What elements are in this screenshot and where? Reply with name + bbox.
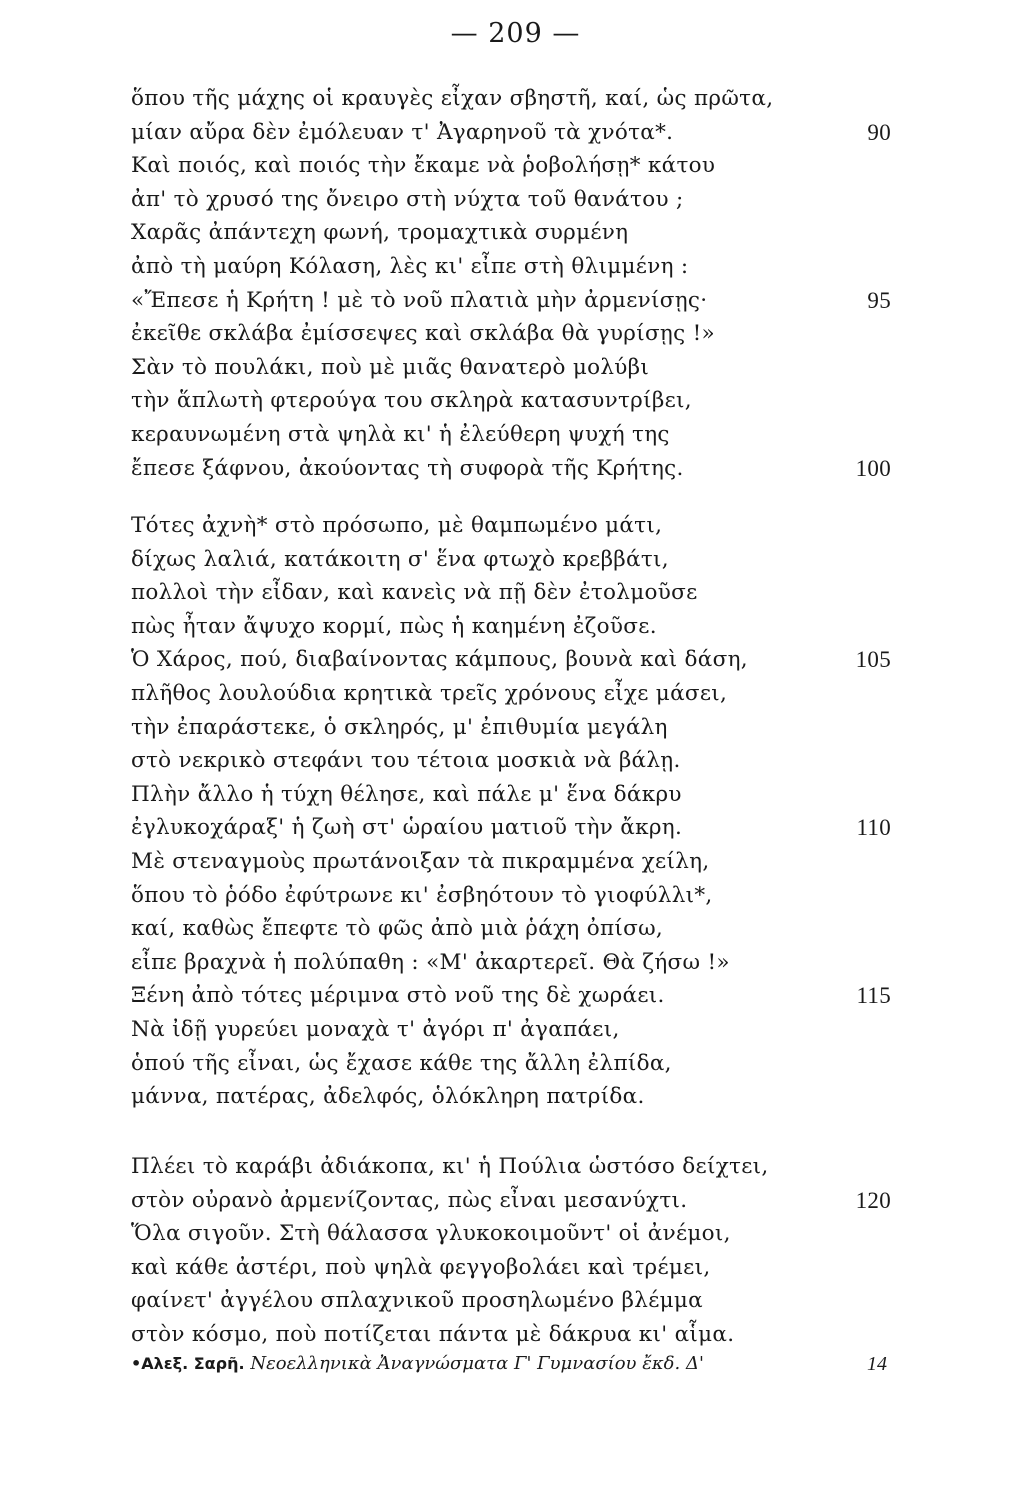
verse-line [131,778,891,812]
verse-line [131,610,891,644]
verse-line-text: Καὶ ποιός, καὶ ποιός τὴν ἔκαμε νὰ ῥοβολήσῃ* κάτου [131,153,716,179]
verse-line [131,250,891,284]
verse-line [131,284,891,318]
verse-line-number: 100 [855,455,891,481]
stanza-1 [131,82,891,485]
verse-line [131,879,891,913]
verse-line [131,384,891,418]
stanza-3 [131,1150,891,1352]
verse-line [131,82,891,116]
verse-line [131,149,891,183]
verse-line-text: Ξένη ἀπὸ τότες μέριμνα στὸ νοῦ της δὲ χωράει. [131,983,665,1009]
verse-line [131,216,891,250]
verse-line-text: ὅπου τὸ ῥόδο ἐφύτρωνε κι' ἐσβηότουν τὸ γιοφύλλι*, [131,882,713,908]
verse-line [131,1284,891,1318]
verse-line [131,711,891,745]
verse-line [131,845,891,879]
verse-line-text: καὶ κάθε ἀστέρι, ποὺ ψηλὰ φεγγοβολάει καὶ τρέμει, [131,1254,711,1280]
verse-line [131,744,891,778]
verse-line [131,418,891,452]
verse-line-text: φαίνετ' ἀγγέλου σπλαχνικοῦ προσηλωμένο βλέμμα [131,1288,703,1314]
verse-line-text: πλῆθος λουλούδια κρητικὰ τρεῖς χρόνους εἶχε μάσει, [131,680,728,706]
verse-line-text: ἐγλυκοχάραξ' ἡ ζωὴ στ' ὡραίου ματιοῦ τὴν ἄκρη. [131,815,683,841]
verse-line-text: Μὲ στεναγμοὺς πρωτάνοιξαν τὰ πικραμμένα χείλη, [131,848,710,874]
verse-line [131,543,891,577]
verse-line [131,1318,891,1352]
verse-line-text: Πλὴν ἄλλο ἡ τύχη θέλησε, καὶ πάλε μ' ἕνα δάκρυ [131,781,682,807]
page-number: — 209 — [450,18,581,49]
verse-line-text: στὸν οὐρανὸ ἀρμενίζοντας, πὼς εἶναι μεσανύχτι. [131,1187,688,1213]
footer-signature-number: 14 [867,1353,887,1375]
verse-line-text: «Ἔπεσε ἡ Κρήτη ! μὲ τὸ νοῦ πλατιὰ μὴν ἀρμενίσῃς· [131,287,708,313]
verse-line [131,1080,891,1114]
verse-line [131,116,891,150]
verse-line-text: εἶπε βραχνὰ ἡ πολύπαθη : «Μ' ἀκαρτερεῖ. Θὰ ζήσω !» [131,949,730,975]
footer-book-title: Νεοελληνικὰ Ἀναγνώσματα Γ' Γυμνασίου ἔκδ. Δ' [250,1353,704,1374]
verse-line-text: ἐκεῖθε σκλάβα ἐμίσσεψες καὶ σκλάβα θὰ γυρίσῃς !» [131,321,715,347]
verse-line [131,643,891,677]
verse-line-number: 95 [867,287,891,313]
verse-line-text: πολλοὶ τὴν εἶδαν, καὶ κανεὶς νὰ πῇ δὲν ἐτολμοῦσε [131,580,698,606]
verse-line [131,183,891,217]
verse-line [131,351,891,385]
verse-line-text: ἀπ' τὸ χρυσό της ὄνειρο στὴ νύχτα τοῦ θανάτου ; [131,186,684,212]
verse-line-text: Ὁ Χάρος, πού, διαβαίνοντας κάμπους, βουνὰ καὶ δάση, [131,647,748,673]
verse-line [131,317,891,351]
verse-line [131,979,891,1013]
verse-line-text: Τότες ἀχνὴ* στὸ πρόσωπο, μὲ θαμπωμένο μάτι, [131,513,663,538]
footer-author: •Αλεξ. Σαρῆ. [131,1354,245,1373]
verse-line-text: κεραυνωμένη στὰ ψηλὰ κι' ἡ ἐλεύθερη ψυχή της [131,421,670,447]
verse-line [131,677,891,711]
page-footer [131,1349,891,1379]
verse-line [131,1013,891,1047]
verse-line-text: ὁπού τῆς εἶναι, ὡς ἔχασε κάθε της ἄλλη ἐλπίδα, [131,1050,672,1076]
verse-line-text: στὸ νεκρικὸ στεφάνι του τέτοια μοσκιὰ νὰ βάλῃ. [131,748,681,774]
verse-line-text: καί, καθὼς ἔπεφτε τὸ φῶς ἀπὸ μιὰ ῥάχη ὀπίσω, [131,916,664,942]
verse-line-number: 120 [855,1187,891,1213]
verse-line-text: τὴν ἐπαράστεκε, ὁ σκληρός, μ' ἐπιθυμία μεγάλη [131,714,668,740]
verse-line-text: Σὰν τὸ πουλάκι, ποὺ μὲ μιᾶς θανατερὸ μολύβι [131,354,650,380]
verse-line [131,1217,891,1251]
verse-line-text: Πλέει τὸ καράβι ἀδιάκοπα, κι' ἡ Πούλια ὡστόσο δείχτει, [131,1154,769,1179]
verse-line [131,811,891,845]
verse-line-text: πὼς ἦταν ἄψυχο κορμί, πὼς ἡ καημένη ἐζοῦσε. [131,613,657,639]
verse-line [131,946,891,980]
verse-line [131,509,891,543]
verse-line [131,912,891,946]
verse-line [131,1047,891,1081]
verse-line [131,1184,891,1218]
verse-line-text: Ὅλα σιγοῦν. Στὴ θάλασσα γλυκοκοιμοῦντ' οἱ ἀνέμοι, [131,1221,731,1247]
verse-line-text: ὅπου τῆς μάχης οἱ κραυγὲς εἶχαν σβηστῆ, καί, ὡς πρῶτα, [131,86,774,111]
verse-line-number: 115 [856,983,891,1009]
verse-line [131,1251,891,1285]
verse-line-text: ἀπὸ τὴ μαύρη Κόλαση, λὲς κι' εἶπε στὴ θλιμμένη : [131,253,689,279]
verse-line-text: τὴν ἅπλωτὴ φτερούγα του σκληρὰ κατασυντρίβει, [131,388,692,414]
verse-line-text: μάννα, πατέρας, ἀδελφός, ὁλόκληρη πατρίδα. [131,1084,645,1110]
verse-line [131,452,891,486]
verse-line-text: Νὰ ἰδῇ γυρεύει μοναχὰ τ' ἀγόρι π' ἀγαπάει, [131,1016,620,1042]
verse-line-text: Χαρᾶς ἀπάντεχη φωνή, τρομαχτικὰ συρμένη [131,220,629,246]
verse-line-text: ἔπεσε ξάφνου, ἀκούοντας τὴ συφορὰ τῆς Κρήτης. [131,455,684,481]
verse-line-number: 90 [867,119,891,145]
verse-line-number: 110 [856,815,891,841]
verse-line [131,576,891,610]
verse-line [131,1150,891,1184]
verse-line-text: δίχως λαλιά, κατάκοιτη σ' ἕνα φτωχὸ κρεββάτι, [131,546,669,572]
verse-line-text: μίαν αὔρα δὲν ἐμόλευαν τ' Ἀγαρηνοῦ τὰ χνότα*. [131,119,674,145]
stanza-2 [131,509,891,1114]
verse-line-text: στὸν κόσμο, ποὺ ποτίζεται πάντα μὲ δάκρυα κι' αἷμα. [131,1321,735,1347]
verse-line-number: 105 [855,647,891,673]
